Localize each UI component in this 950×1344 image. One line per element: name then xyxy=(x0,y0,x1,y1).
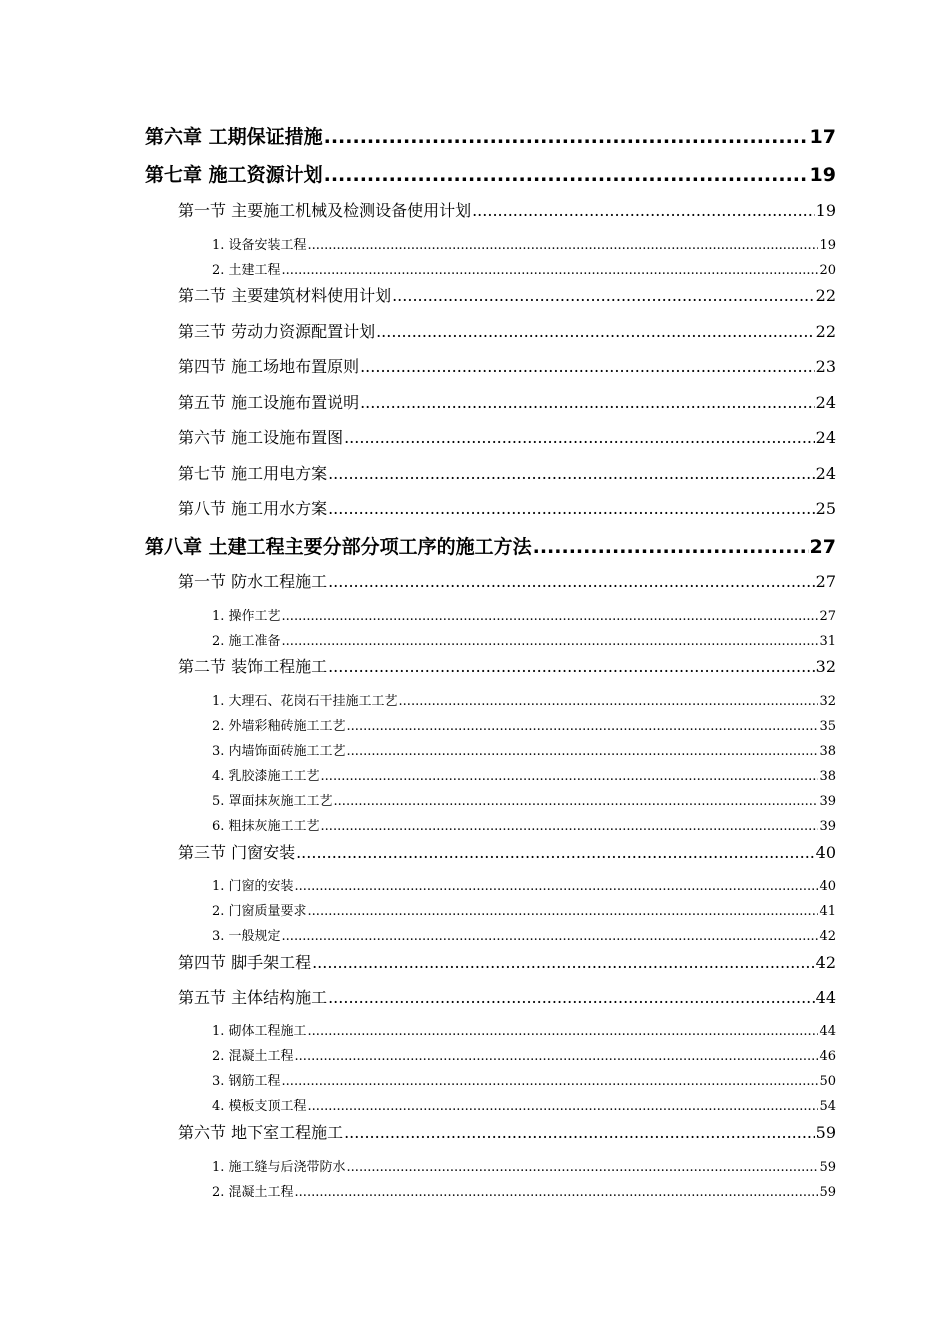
toc-subsection-entry[interactable] xyxy=(212,815,836,835)
toc-entry-title: 第七章 施工资源计划 xyxy=(145,164,323,186)
toc-subsection-entry[interactable] xyxy=(212,900,836,920)
toc-entry-title: 1. 操作工艺 xyxy=(212,609,281,624)
toc-subsection-entry[interactable] xyxy=(212,1045,836,1065)
toc-dot-leader xyxy=(321,769,819,784)
toc-dot-leader xyxy=(399,694,819,709)
toc-entry-title: 第六章 工期保证措施 xyxy=(145,126,323,148)
toc-subsection-entry[interactable] xyxy=(212,690,836,710)
toc-page-number: 46 xyxy=(819,1049,836,1064)
toc-dot-leader xyxy=(308,238,819,253)
toc-section-entry[interactable] xyxy=(178,319,836,343)
toc-chapter-entry[interactable] xyxy=(145,532,836,560)
toc-page-number: 59 xyxy=(819,1160,836,1175)
toc-page-number: 32 xyxy=(819,694,836,709)
toc-dot-leader xyxy=(324,126,809,148)
toc-subsection-entry[interactable] xyxy=(212,1070,836,1090)
toc-page-number: 24 xyxy=(815,428,836,447)
toc-dot-leader xyxy=(295,1049,819,1064)
toc-entry-title: 第七节 施工用电方案 xyxy=(178,464,328,483)
toc-dot-leader xyxy=(282,929,819,944)
toc-entry-title: 第三节 门窗安装 xyxy=(178,843,296,862)
toc-page-number: 27 xyxy=(819,609,836,624)
toc-section-entry[interactable] xyxy=(178,569,836,593)
toc-page-number: 54 xyxy=(819,1099,836,1114)
toc-subsection-entry[interactable] xyxy=(212,740,836,760)
toc-section-entry[interactable] xyxy=(178,354,836,378)
toc-entry-title: 第八章 土建工程主要分部分项工序的施工方法 xyxy=(145,536,532,558)
toc-entry-title: 2. 土建工程 xyxy=(212,263,281,278)
toc-page-number: 27 xyxy=(809,536,836,558)
toc-subsection-entry[interactable] xyxy=(212,605,836,625)
toc-dot-leader xyxy=(295,1185,819,1200)
toc-chapter-entry[interactable] xyxy=(145,160,836,188)
toc-entry-title: 5. 罩面抹灰施工工艺 xyxy=(212,794,333,809)
toc-page-number: 41 xyxy=(819,904,836,919)
toc-section-entry[interactable] xyxy=(178,390,836,414)
toc-subsection-entry[interactable] xyxy=(212,1156,836,1176)
toc-dot-leader xyxy=(328,657,815,676)
toc-dot-leader xyxy=(360,357,815,376)
toc-entry-title: 1. 砌体工程施工 xyxy=(212,1024,307,1039)
toc-subsection-entry[interactable] xyxy=(212,765,836,785)
toc-section-entry[interactable] xyxy=(178,1120,836,1144)
toc-dot-leader xyxy=(328,572,815,591)
toc-entry-title: 2. 混凝土工程 xyxy=(212,1049,294,1064)
toc-dot-leader xyxy=(347,719,819,734)
toc-dot-leader xyxy=(334,794,819,809)
toc-entry-title: 2. 外墙彩釉砖施工工艺 xyxy=(212,719,346,734)
toc-subsection-entry[interactable] xyxy=(212,925,836,945)
toc-page-number: 19 xyxy=(815,201,836,220)
toc-dot-leader xyxy=(347,1160,819,1175)
toc-dot-leader xyxy=(533,536,809,558)
toc-dot-leader xyxy=(308,1099,819,1114)
toc-entry-title: 4. 乳胶漆施工工艺 xyxy=(212,769,320,784)
toc-page-number: 44 xyxy=(819,1024,836,1039)
toc-subsection-entry[interactable] xyxy=(212,1095,836,1115)
toc-entry-title: 1. 施工缝与后浇带防水 xyxy=(212,1160,346,1175)
toc-page-number: 42 xyxy=(815,953,836,972)
toc-dot-leader xyxy=(328,988,815,1007)
toc-section-entry[interactable] xyxy=(178,496,836,520)
toc-section-entry[interactable] xyxy=(178,198,836,222)
toc-dot-leader xyxy=(321,819,819,834)
toc-section-entry[interactable] xyxy=(178,840,836,864)
toc-page-number: 19 xyxy=(809,164,836,186)
toc-section-entry[interactable] xyxy=(178,950,836,974)
toc-entry-title: 4. 模板支顶工程 xyxy=(212,1099,307,1114)
toc-entry-title: 6. 粗抹灰施工工艺 xyxy=(212,819,320,834)
toc-page-number: 31 xyxy=(819,634,836,649)
toc-subsection-entry[interactable] xyxy=(212,630,836,650)
toc-subsection-entry[interactable] xyxy=(212,875,836,895)
toc-chapter-entry[interactable] xyxy=(145,122,836,150)
toc-entry-title: 第六节 地下室工程施工 xyxy=(178,1123,344,1142)
toc-page-number: 35 xyxy=(819,719,836,734)
toc-entry-title: 第五节 主体结构施工 xyxy=(178,988,328,1007)
toc-page-number: 39 xyxy=(819,794,836,809)
toc-dot-leader xyxy=(344,1123,815,1142)
toc-dot-leader xyxy=(347,744,819,759)
toc-page-number: 40 xyxy=(819,879,836,894)
toc-section-entry[interactable] xyxy=(178,654,836,678)
toc-dot-leader xyxy=(472,201,815,220)
toc-dot-leader xyxy=(328,499,815,518)
toc-entry-title: 第六节 施工设施布置图 xyxy=(178,428,344,447)
toc-page-number: 27 xyxy=(815,572,836,591)
toc-page-number: 38 xyxy=(819,769,836,784)
toc-page-number: 39 xyxy=(819,819,836,834)
toc-page-number: 19 xyxy=(819,238,836,253)
toc-dot-leader xyxy=(344,428,815,447)
toc-page-number: 50 xyxy=(819,1074,836,1089)
toc-subsection-entry[interactable] xyxy=(212,259,836,279)
toc-entry-title: 第四节 施工场地布置原则 xyxy=(178,357,360,376)
toc-section-entry[interactable] xyxy=(178,283,836,307)
toc-section-entry[interactable] xyxy=(178,985,836,1009)
toc-dot-leader xyxy=(296,843,815,862)
toc-section-entry[interactable] xyxy=(178,461,836,485)
toc-page-number: 22 xyxy=(815,286,836,305)
toc-dot-leader xyxy=(295,879,819,894)
toc-dot-leader xyxy=(282,1074,819,1089)
toc-entry-title: 1. 门窗的安装 xyxy=(212,879,294,894)
toc-page-number: 38 xyxy=(819,744,836,759)
toc-subsection-entry[interactable] xyxy=(212,234,836,254)
toc-entry-title: 第二节 装饰工程施工 xyxy=(178,657,328,676)
toc-page-number: 24 xyxy=(815,464,836,483)
toc-entry-title: 第三节 劳动力资源配置计划 xyxy=(178,322,376,341)
toc-page-number: 24 xyxy=(815,393,836,412)
toc-page-number: 20 xyxy=(819,263,836,278)
toc-entry-title: 第二节 主要建筑材料使用计划 xyxy=(178,286,392,305)
toc-dot-leader xyxy=(376,322,815,341)
toc-entry-title: 3. 一般规定 xyxy=(212,929,281,944)
toc-dot-leader xyxy=(312,953,815,972)
toc-dot-leader xyxy=(282,634,819,649)
toc-entry-title: 第一节 防水工程施工 xyxy=(178,572,328,591)
toc-page-number: 32 xyxy=(815,657,836,676)
toc-page-number: 25 xyxy=(815,499,836,518)
toc-dot-leader xyxy=(360,393,815,412)
toc-page-number: 40 xyxy=(815,843,836,862)
toc-section-entry[interactable] xyxy=(178,425,836,449)
toc-entry-title: 2. 混凝土工程 xyxy=(212,1185,294,1200)
toc-dot-leader xyxy=(282,609,819,624)
toc-dot-leader xyxy=(328,464,815,483)
toc-entry-title: 1. 大理石、花岗石干挂施工工艺 xyxy=(212,694,398,709)
toc-entry-title: 2. 门窗质量要求 xyxy=(212,904,307,919)
toc-page-number: 23 xyxy=(815,357,836,376)
toc-entry-title: 1. 设备安装工程 xyxy=(212,238,307,253)
toc-dot-leader xyxy=(282,263,819,278)
toc-dot-leader xyxy=(308,1024,819,1039)
toc-subsection-entry[interactable] xyxy=(212,715,836,735)
toc-page-number: 22 xyxy=(815,322,836,341)
toc-subsection-entry[interactable] xyxy=(212,1181,836,1201)
toc-entry-title: 第八节 施工用水方案 xyxy=(178,499,328,518)
toc-page-number: 42 xyxy=(819,929,836,944)
toc-entry-title: 第五节 施工设施布置说明 xyxy=(178,393,360,412)
toc-dot-leader xyxy=(308,904,819,919)
toc-entry-title: 第四节 脚手架工程 xyxy=(178,953,312,972)
toc-page-number: 44 xyxy=(815,988,836,1007)
toc-entry-title: 第一节 主要施工机械及检测设备使用计划 xyxy=(178,201,472,220)
toc-entry-title: 2. 施工准备 xyxy=(212,634,281,649)
toc-subsection-entry[interactable] xyxy=(212,1020,836,1040)
toc-entry-title: 3. 钢筋工程 xyxy=(212,1074,281,1089)
toc-page-number: 59 xyxy=(815,1123,836,1142)
toc-page-number: 17 xyxy=(809,126,836,148)
toc-subsection-entry[interactable] xyxy=(212,790,836,810)
toc-page-number: 59 xyxy=(819,1185,836,1200)
toc-entry-title: 3. 内墙饰面砖施工工艺 xyxy=(212,744,346,759)
toc-dot-leader xyxy=(392,286,815,305)
toc-dot-leader xyxy=(324,164,809,186)
